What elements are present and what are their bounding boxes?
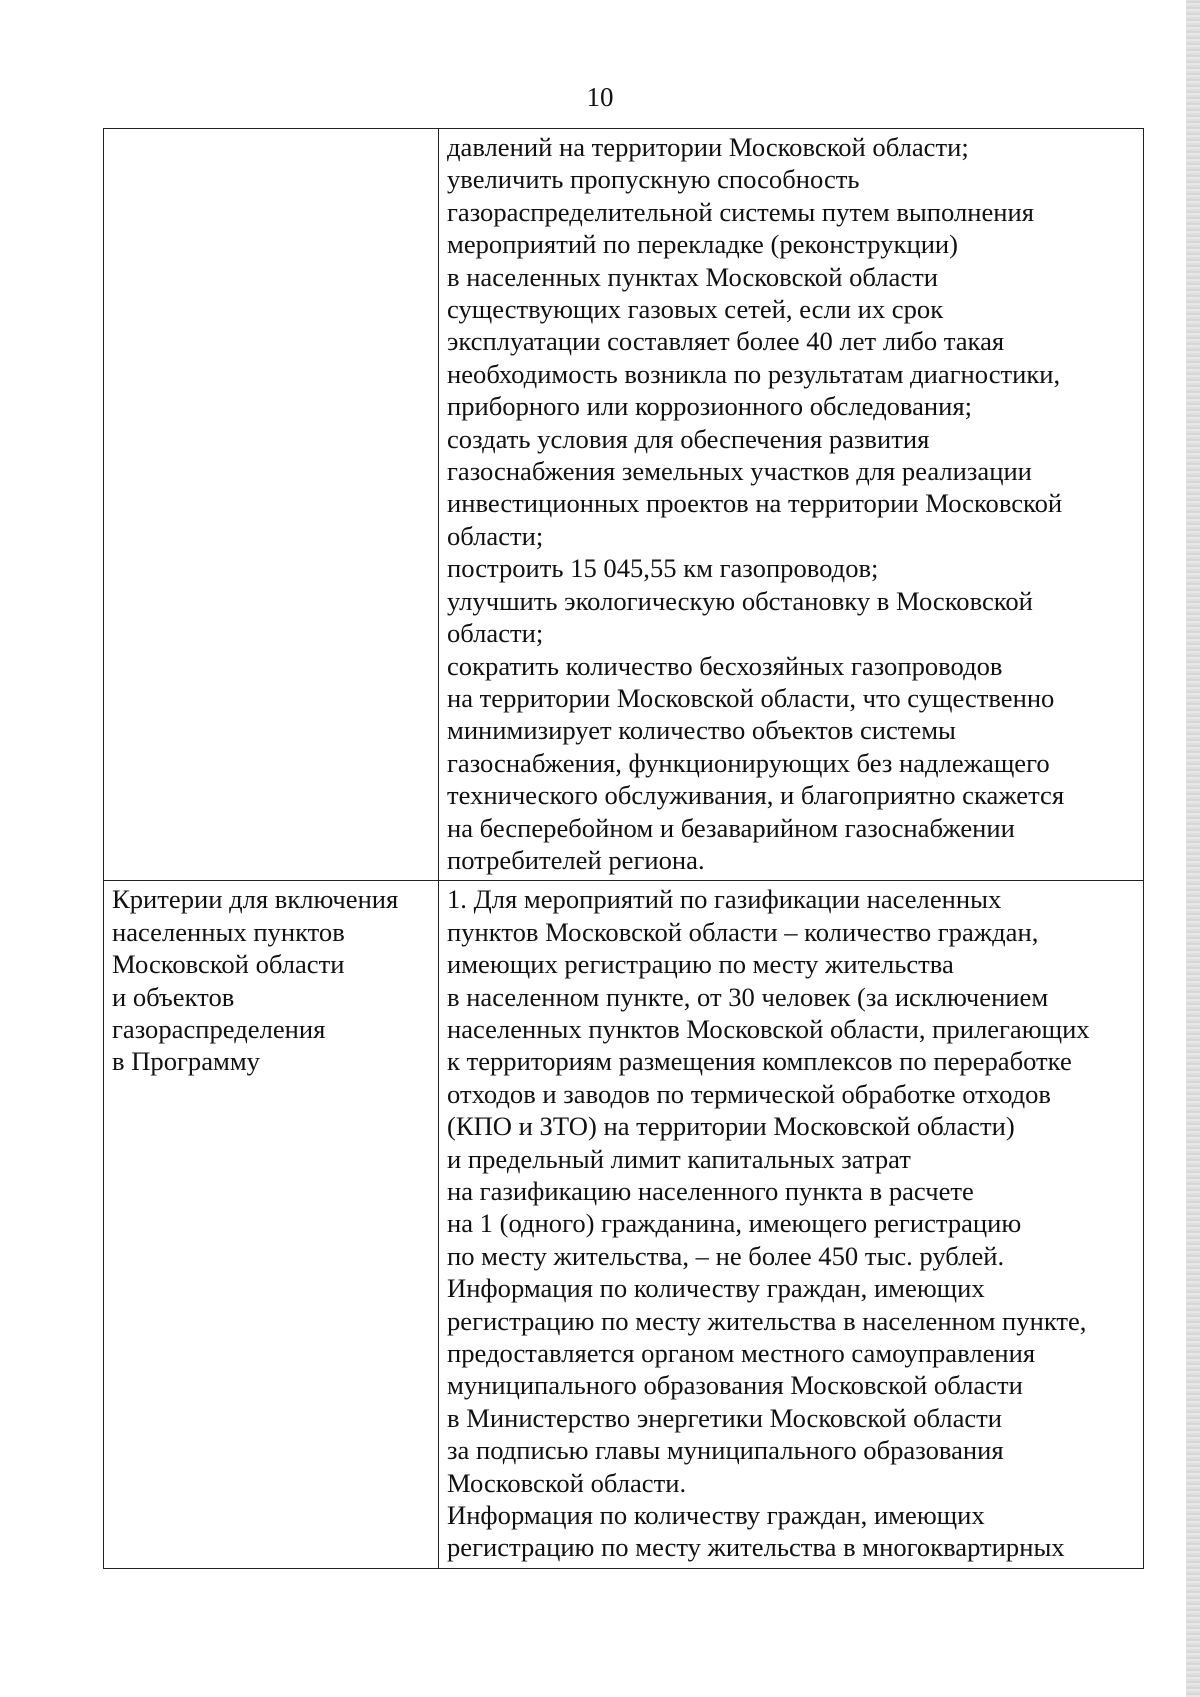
text-line: пунктов Московской области – количество граждан, xyxy=(447,916,1039,947)
scan-edge-strip xyxy=(1186,0,1200,1697)
text-line: улучшить экологическую обстановку в Московской xyxy=(447,585,1033,616)
text-line: регистрацию по месту жительства в многоквартирных xyxy=(447,1532,1065,1563)
table-row xyxy=(104,881,1144,1569)
text-line: регистрацию по месту жительства в населенном пункте, xyxy=(447,1305,1087,1336)
text-line: Информация по количеству граждан, имеющих xyxy=(447,1273,985,1304)
table-row xyxy=(104,129,1144,881)
program-table xyxy=(103,128,1144,1569)
text-line: увеличить пропускную способность xyxy=(447,164,860,195)
left-cell xyxy=(104,129,439,881)
text-line: за подписью главы муниципального образования xyxy=(447,1435,1004,1466)
text-line: отходов и заводов по термической обработке отходов xyxy=(447,1078,1051,1109)
left-cell xyxy=(104,881,439,1569)
text-line: эксплуатации составляет более 40 лет либо такая xyxy=(447,326,1005,357)
text-line: муниципального образования Московской области xyxy=(447,1370,1023,1401)
text-line: в населенных пунктах Московской области xyxy=(447,261,939,292)
text-line: и предельный лимит капитальных затрат xyxy=(447,1143,911,1174)
text-line: необходимость возникла по результатам диагностики, xyxy=(447,358,1061,389)
text-line: Московской области xyxy=(112,949,345,980)
text-line: газораспределения xyxy=(112,1013,326,1044)
text-line: Критерии для включения xyxy=(112,884,399,915)
right-cell xyxy=(439,129,1144,881)
text-line: к территориям размещения комплексов по переработке xyxy=(447,1046,1072,1077)
text-line: (КПО и ЗТО) на территории Московской области) xyxy=(447,1111,1015,1142)
text-line: в Министерство энергетики Московской области xyxy=(447,1402,1003,1433)
text-line: имеющих регистрацию по месту жительства xyxy=(447,949,954,980)
right-cell xyxy=(439,881,1144,1569)
text-line: Информация по количеству граждан, имеющих xyxy=(447,1500,985,1531)
text-line: на бесперебойном и безаварийном газоснабжении xyxy=(447,812,1015,843)
text-line: населенных пунктов Московской области, прилегающих xyxy=(447,1013,1090,1044)
text-line: области; xyxy=(447,520,544,551)
text-line: по месту жительства, – не более 450 тыс. рублей. xyxy=(447,1240,1005,1271)
text-line: на 1 (одного) гражданина, имеющего регистрацию xyxy=(447,1208,1022,1239)
text-line: приборного или коррозионного обследования; xyxy=(447,391,973,422)
text-line: газоснабжения, функционирующих без надлежащего xyxy=(447,747,1050,778)
text-line: газораспределительной системы путем выполнения xyxy=(447,196,1034,227)
text-line: построить 15 045,55 км газопроводов; xyxy=(447,553,879,584)
text-line: потребителей региона. xyxy=(447,844,705,875)
text-line: Московской области. xyxy=(447,1467,687,1498)
text-line: на территории Московской области, что существенно xyxy=(447,682,1055,713)
text-line: существующих газовых сетей, если их срок xyxy=(447,294,944,325)
text-line: в Программу xyxy=(112,1046,260,1077)
text-line: инвестиционных проектов на территории Московской xyxy=(447,488,1063,519)
text-line: минимизирует количество объектов системы xyxy=(447,715,956,746)
text-line: области; xyxy=(447,618,544,649)
text-line: сократить количество бесхозяйных газопроводов xyxy=(447,650,1003,681)
text-line: на газификацию населенного пункта в расчете xyxy=(447,1176,974,1206)
text-line: 1. Для мероприятий по газификации населенных xyxy=(447,884,1002,915)
text-line: давлений на территории Московской области; xyxy=(447,132,969,162)
text-line: в населенном пункте, от 30 человек (за исключением xyxy=(447,981,1049,1012)
text-line: населенных пунктов xyxy=(112,916,345,947)
text-line: предоставляется органом местного самоуправления xyxy=(447,1338,1036,1369)
text-line: создать условия для обеспечения развития xyxy=(447,423,930,454)
text-line: газоснабжения земельных участков для реализации xyxy=(447,456,1032,487)
page-number: 10 xyxy=(586,82,614,112)
text-line: и объектов xyxy=(112,981,235,1012)
text-line: мероприятий по перекладке (реконструкции) xyxy=(447,229,959,260)
text-line: технического обслуживания, и благоприятно скажется xyxy=(447,780,1065,811)
